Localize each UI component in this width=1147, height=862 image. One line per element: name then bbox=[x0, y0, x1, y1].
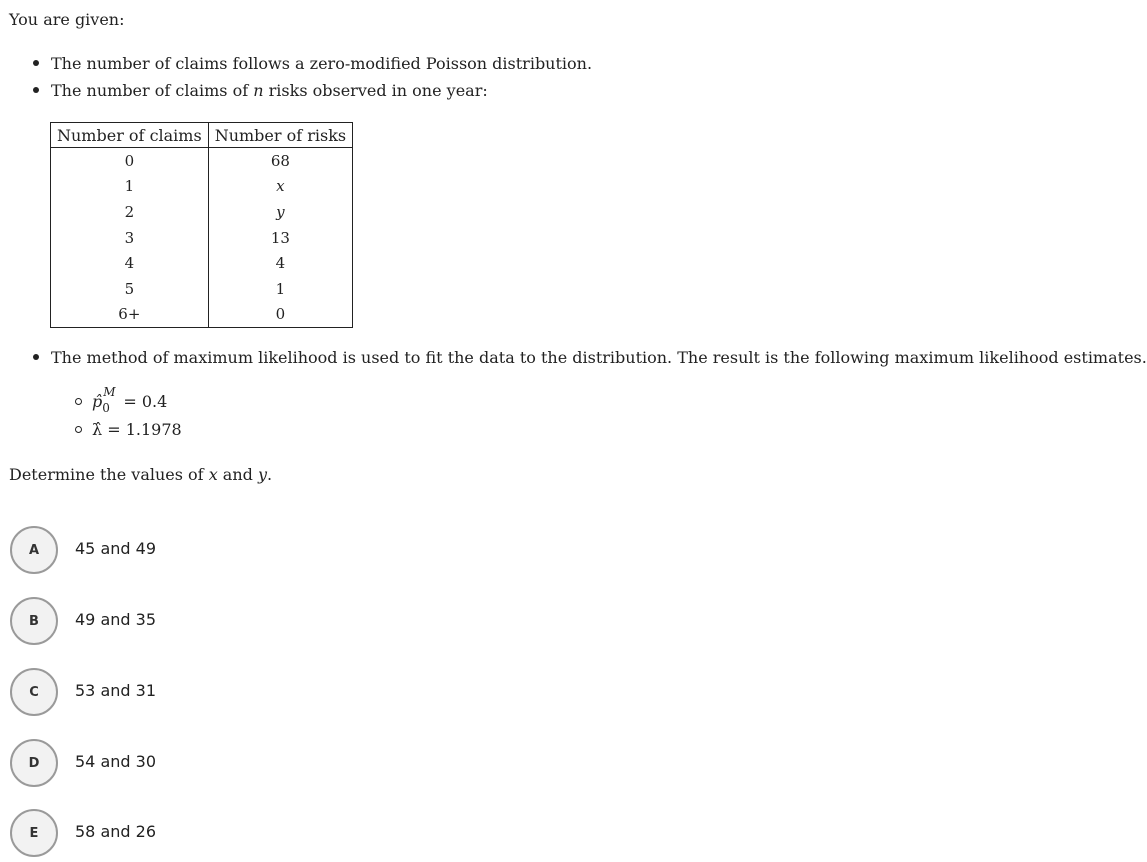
bullet-text: The method of maximum likelihood is used to fit the data to the distribution. The result is the following maximum likelihood estimates. bbox=[51, 348, 1147, 367]
option-a[interactable] bbox=[10, 526, 410, 574]
claims-cell: 3 bbox=[51, 225, 209, 251]
table-row bbox=[51, 225, 353, 251]
table-row bbox=[51, 250, 353, 276]
table-row bbox=[51, 148, 353, 174]
question-text bbox=[9, 465, 272, 484]
option-d[interactable] bbox=[10, 739, 410, 787]
bullet-distribution bbox=[33, 54, 592, 73]
option-e[interactable] bbox=[10, 809, 410, 857]
claims-cell: 1 bbox=[51, 174, 209, 200]
sub-bullet-ring bbox=[75, 426, 82, 433]
bullet-text-pre: The number of claims of bbox=[51, 81, 254, 100]
p-hat-symbol: p̂ bbox=[92, 392, 103, 411]
option-label[interactable]: 54 and 30 bbox=[75, 752, 156, 771]
option-letter-badge[interactable]: C bbox=[10, 668, 58, 716]
claims-cell: 2 bbox=[51, 199, 209, 225]
option-label[interactable]: 53 and 31 bbox=[75, 681, 156, 700]
option-c[interactable] bbox=[10, 668, 410, 716]
bullet-dot bbox=[33, 354, 39, 360]
claims-table bbox=[50, 122, 353, 328]
var-n: n bbox=[253, 81, 264, 100]
claims-cell: 0 bbox=[51, 148, 209, 174]
lambda-hat-symbol: λ̂ bbox=[92, 420, 103, 439]
risks-cell: y bbox=[208, 199, 352, 225]
bullet-text: The number of claims follows a zero-modified Poisson distribution. bbox=[51, 54, 593, 73]
question-mid: and bbox=[217, 465, 258, 484]
estimate-p0 bbox=[75, 385, 168, 415]
option-label[interactable]: 58 and 26 bbox=[75, 822, 156, 841]
risks-cell: 13 bbox=[208, 225, 352, 251]
p-hat-value: = 0.4 bbox=[118, 392, 168, 411]
option-label[interactable]: 45 and 49 bbox=[75, 539, 156, 558]
option-letter-badge[interactable]: B bbox=[10, 597, 58, 645]
bullet-observed bbox=[33, 81, 488, 100]
sub-bullet-ring bbox=[75, 398, 82, 405]
intro-text: You are given: bbox=[9, 10, 125, 29]
bullet-dot bbox=[33, 87, 39, 93]
p-hat-subscript: 0 bbox=[102, 401, 110, 415]
p-hat-superscript: M bbox=[103, 385, 116, 399]
option-letter-badge[interactable]: A bbox=[10, 526, 58, 574]
header-claims: Number of claims bbox=[51, 123, 209, 148]
bullet-mle bbox=[33, 348, 1147, 367]
table-row bbox=[51, 174, 353, 200]
risks-cell: 68 bbox=[208, 148, 352, 174]
bullet-dot bbox=[33, 60, 39, 66]
table-row bbox=[51, 302, 353, 328]
lambda-hat-value: = 1.1978 bbox=[102, 420, 182, 439]
risks-cell: 1 bbox=[208, 276, 352, 302]
option-label[interactable]: 49 and 35 bbox=[75, 610, 156, 629]
claims-cell: 6+ bbox=[51, 302, 209, 328]
var-y: y bbox=[257, 465, 268, 484]
table-row bbox=[51, 199, 353, 225]
risks-cell: 4 bbox=[208, 250, 352, 276]
risks-cell: x bbox=[208, 174, 352, 200]
header-risks: Number of risks bbox=[208, 123, 352, 148]
var-x: x bbox=[208, 465, 218, 484]
claims-cell: 5 bbox=[51, 276, 209, 302]
risks-cell: 0 bbox=[208, 302, 352, 328]
question-pre: Determine the values of bbox=[9, 465, 209, 484]
table-row bbox=[51, 276, 353, 302]
bullet-text-post: risks observed in one year: bbox=[263, 81, 488, 100]
option-letter-badge[interactable]: D bbox=[10, 739, 58, 787]
option-b[interactable] bbox=[10, 597, 410, 645]
question-post: . bbox=[267, 465, 273, 484]
claims-cell: 4 bbox=[51, 250, 209, 276]
estimate-lambda bbox=[75, 420, 182, 439]
option-letter-badge[interactable]: E bbox=[10, 809, 58, 857]
